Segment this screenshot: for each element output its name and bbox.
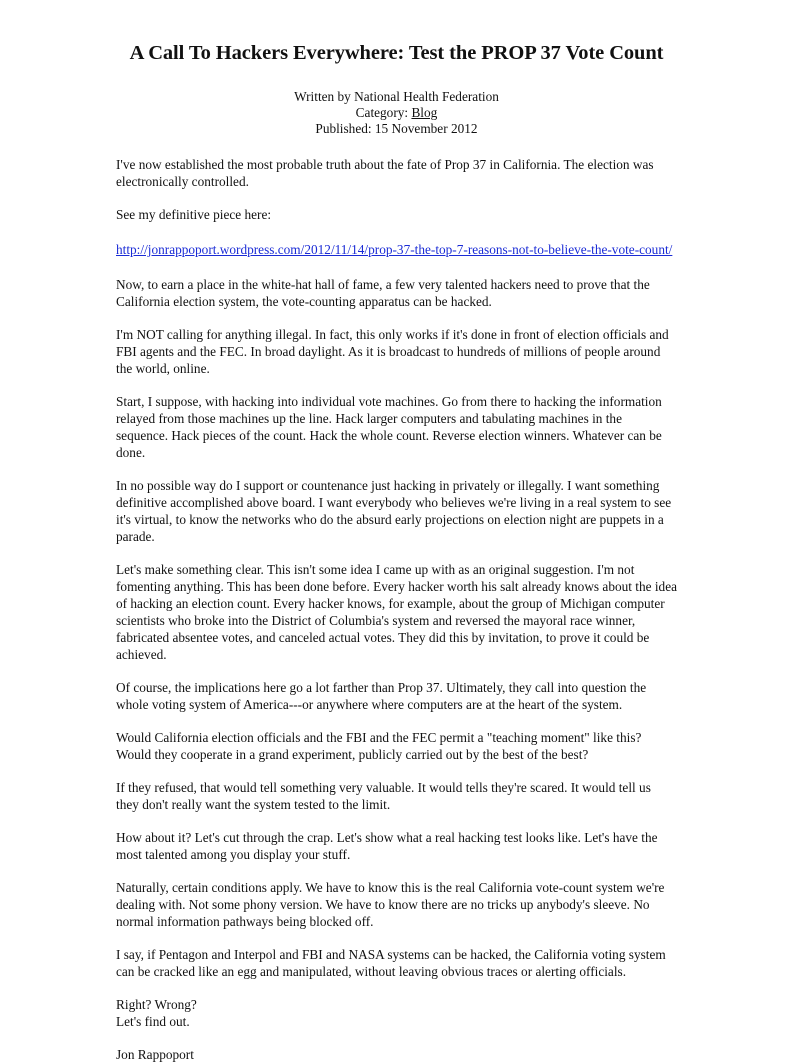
paragraph: I say, if Pentagon and Interpol and FBI and NASA systems can be hacked, the California voting system can be cracked like an egg and manipulated, without leaving obvious traces or alerting officials. [116,947,666,979]
published-line: Published: 15 November 2012 [315,121,478,136]
closing-paragraph [116,996,677,1030]
paragraph: Start, I suppose, with hacking into individual vote machines. Go from there to hacking the information relayed from those machines up the line. Hack larger computers and tabulating machines in the sequence. Hack pieces of the count. Hack the whole count. Reverse election winners. Whatever can be done. [116,394,662,460]
paragraph: I've now established the most probable truth about the fate of Prop 37 in California. The election was electronically controlled. [116,157,654,189]
paragraph: If they refused, that would tell something very valuable. It would tells they're scared. It would tell us they don't really want the system tested to the limit. [116,780,651,812]
paragraph: Would California election officials and the FBI and the FEC permit a "teaching moment" like this? Would they cooperate in a grand experiment, publicly carried out by the best of the best? [116,730,642,762]
article-meta [116,89,677,137]
paragraph: I'm NOT calling for anything illegal. In fact, this only works if it's done in front of election officials and FBI agents and the FEC. In broad daylight. As it is broadcast to hundreds of millions of people around the world, online. [116,327,669,376]
paragraph: In no possible way do I support or countenance just hacking in privately or illegally. I want something definitive accomplished above board. I want everybody who believes we're living in a real system to see it's virtual, to know the networks who do the absurd early projections on election night are puppets in a parade. [116,478,672,544]
category-link[interactable]: Blog [411,105,438,120]
closing-line-1: Right? Wrong? [116,997,197,1012]
paragraph: Naturally, certain conditions apply. We have to know this is the real California vote-count system we're dealing with. Not some phony version. We have to know there are no tricks up anybody's sleeve. No normal information pathways being blocked off. [116,880,665,929]
paragraph: Let's make something clear. This isn't some idea I came up with as an original suggestion. I'm not fomenting anything. This has been done before. Every hacker worth his salt already knows about the idea of hacking an election count. Every hacker knows, for example, about the group of Michigan computer scientists who broke into the District of Columbia's system and reversed the mayoral race winner, fabricated absentee votes, and canceled actual votes. They did this by invitation, to prove it could be achieved. [116,562,678,662]
signature: Jon Rappoport [116,1047,194,1062]
closing-line-2: Let's find out. [116,1014,190,1029]
paragraph: How about it? Let's cut through the crap. Let's show what a real hacking test looks like. Let's have the most talented among you display your stuff. [116,830,658,862]
category-line [116,105,677,121]
paragraph: See my definitive piece here: [116,207,272,222]
page-title: A Call To Hackers Everywhere: Test the PROP 37 Vote Count [129,42,664,64]
article-link[interactable]: http://jonrappoport.wordpress.com/2012/11/14/prop-37-the-top-7-reasons-not-to-believe-the-vote-count/ [116,242,673,257]
category-label: Category: [355,105,412,120]
paragraph: Of course, the implications here go a lot farther than Prop 37. Ultimately, they call into question the whole voting system of America---or anywhere where computers are at the heart of the system. [116,680,647,712]
link-paragraph [116,241,677,258]
article-body [116,156,677,1063]
author-line: Written by National Health Federation [294,89,499,104]
paragraph: Now, to earn a place in the white-hat hall of fame, a few very talented hackers need to prove that the California election system, the vote-counting apparatus can be hacked. [116,277,650,309]
